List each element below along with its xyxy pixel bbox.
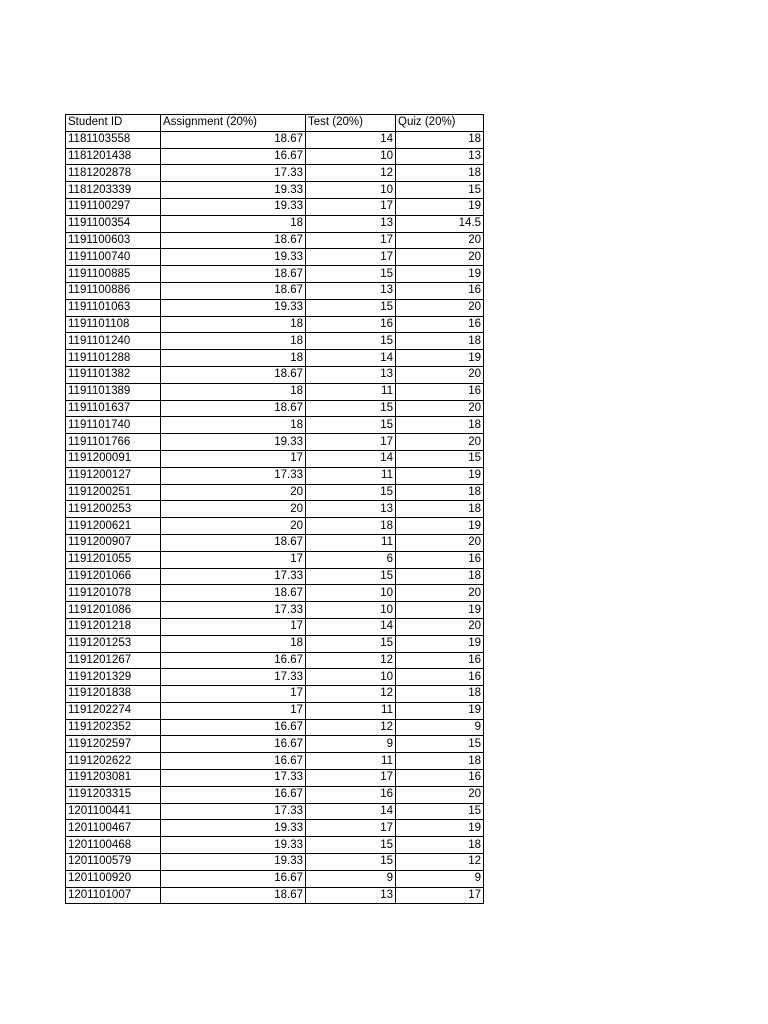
table-row [66, 400, 484, 417]
test-cell: 15 [306, 400, 396, 417]
student-id-cell: 1201100579 [66, 854, 161, 871]
student-id-cell: 1191101288 [66, 350, 161, 367]
assignment-cell: 19.33 [161, 299, 306, 316]
student-id-cell: 1191203081 [66, 770, 161, 787]
table-row [66, 719, 484, 736]
test-cell: 6 [306, 551, 396, 568]
table-row [66, 820, 484, 837]
student-id-cell: 1191200251 [66, 484, 161, 501]
quiz-cell: 16 [396, 551, 484, 568]
test-cell: 10 [306, 585, 396, 602]
student-id-cell: 1191201218 [66, 618, 161, 635]
student-id-cell: 1191201329 [66, 669, 161, 686]
quiz-cell: 16 [396, 316, 484, 333]
assignment-cell: 18 [161, 417, 306, 434]
quiz-cell: 9 [396, 870, 484, 887]
quiz-cell: 16 [396, 770, 484, 787]
student-id-cell: 1191202622 [66, 753, 161, 770]
table-row [66, 434, 484, 451]
quiz-cell: 15 [396, 736, 484, 753]
assignment-cell: 17 [161, 450, 306, 467]
assignment-cell: 18.67 [161, 232, 306, 249]
test-cell: 15 [306, 635, 396, 652]
quiz-cell: 19 [396, 350, 484, 367]
assignment-cell: 18.67 [161, 534, 306, 551]
quiz-cell: 13 [396, 148, 484, 165]
test-cell: 16 [306, 786, 396, 803]
assignment-cell: 16.67 [161, 719, 306, 736]
assignment-cell: 19.33 [161, 837, 306, 854]
student-id-cell: 1191201267 [66, 652, 161, 669]
student-id-cell: 1191200253 [66, 501, 161, 518]
test-cell: 14 [306, 131, 396, 148]
test-cell: 15 [306, 854, 396, 871]
table-row [66, 534, 484, 551]
table-row [66, 568, 484, 585]
quiz-cell: 18 [396, 686, 484, 703]
quiz-cell: 18 [396, 333, 484, 350]
assignment-cell: 18.67 [161, 366, 306, 383]
test-cell: 15 [306, 417, 396, 434]
assignment-cell: 19.33 [161, 249, 306, 266]
quiz-cell: 9 [396, 719, 484, 736]
test-cell: 17 [306, 770, 396, 787]
student-id-cell: 1191101637 [66, 400, 161, 417]
header-student-id: Student ID [66, 115, 161, 132]
quiz-cell: 20 [396, 299, 484, 316]
student-id-cell: 1191203315 [66, 786, 161, 803]
header-assignment: Assignment (20%) [161, 115, 306, 132]
test-cell: 11 [306, 753, 396, 770]
student-id-cell: 1191100603 [66, 232, 161, 249]
student-id-cell: 1181202878 [66, 165, 161, 182]
table-row [66, 366, 484, 383]
table-row [66, 870, 484, 887]
student-id-cell: 1191100885 [66, 266, 161, 283]
table-row [66, 215, 484, 232]
assignment-cell: 16.67 [161, 736, 306, 753]
table-row [66, 501, 484, 518]
table-row [66, 887, 484, 904]
assignment-cell: 18 [161, 316, 306, 333]
student-id-cell: 1191201055 [66, 551, 161, 568]
assignment-cell: 18 [161, 333, 306, 350]
quiz-cell: 19 [396, 702, 484, 719]
quiz-cell: 14.5 [396, 215, 484, 232]
assignment-cell: 17.33 [161, 669, 306, 686]
student-id-cell: 1181203339 [66, 182, 161, 199]
assignment-cell: 19.33 [161, 854, 306, 871]
assignment-cell: 16.67 [161, 652, 306, 669]
test-cell: 14 [306, 618, 396, 635]
assignment-cell: 18.67 [161, 887, 306, 904]
table-row [66, 602, 484, 619]
table-row [66, 686, 484, 703]
assignment-cell: 17 [161, 702, 306, 719]
table-row [66, 232, 484, 249]
student-id-cell: 1201100920 [66, 870, 161, 887]
student-id-cell: 1201101007 [66, 887, 161, 904]
assignment-cell: 17.33 [161, 803, 306, 820]
student-id-cell: 1191101240 [66, 333, 161, 350]
student-id-cell: 1191202274 [66, 702, 161, 719]
table-row [66, 635, 484, 652]
table-row [66, 383, 484, 400]
table-row [66, 702, 484, 719]
test-cell: 15 [306, 299, 396, 316]
test-cell: 12 [306, 719, 396, 736]
test-cell: 16 [306, 316, 396, 333]
quiz-cell: 18 [396, 837, 484, 854]
table-row [66, 333, 484, 350]
test-cell: 13 [306, 366, 396, 383]
student-id-cell: 1191101740 [66, 417, 161, 434]
table-row [66, 467, 484, 484]
table-row [66, 803, 484, 820]
student-id-cell: 1191202597 [66, 736, 161, 753]
assignment-cell: 18 [161, 383, 306, 400]
test-cell: 17 [306, 820, 396, 837]
quiz-cell: 20 [396, 232, 484, 249]
test-cell: 15 [306, 266, 396, 283]
quiz-cell: 18 [396, 131, 484, 148]
student-id-cell: 1191200091 [66, 450, 161, 467]
table-row [66, 417, 484, 434]
assignment-cell: 17 [161, 686, 306, 703]
table-row [66, 585, 484, 602]
header-row [66, 115, 484, 132]
quiz-cell: 17 [396, 887, 484, 904]
quiz-cell: 16 [396, 669, 484, 686]
assignment-cell: 18 [161, 215, 306, 232]
assignment-cell: 20 [161, 501, 306, 518]
test-cell: 15 [306, 484, 396, 501]
quiz-cell: 15 [396, 803, 484, 820]
quiz-cell: 20 [396, 366, 484, 383]
quiz-cell: 18 [396, 165, 484, 182]
quiz-cell: 15 [396, 450, 484, 467]
assignment-cell: 18.67 [161, 282, 306, 299]
test-cell: 10 [306, 148, 396, 165]
test-cell: 10 [306, 182, 396, 199]
student-id-cell: 1191101063 [66, 299, 161, 316]
header-quiz: Quiz (20%) [396, 115, 484, 132]
student-id-cell: 1191200621 [66, 518, 161, 535]
table-row [66, 266, 484, 283]
test-cell: 17 [306, 198, 396, 215]
table-row [66, 148, 484, 165]
table-row [66, 165, 484, 182]
quiz-cell: 19 [396, 266, 484, 283]
test-cell: 14 [306, 450, 396, 467]
assignment-cell: 16.67 [161, 148, 306, 165]
table-row [66, 770, 484, 787]
assignment-cell: 18.67 [161, 131, 306, 148]
quiz-cell: 16 [396, 282, 484, 299]
quiz-cell: 19 [396, 602, 484, 619]
assignment-cell: 18.67 [161, 266, 306, 283]
table-row [66, 249, 484, 266]
test-cell: 10 [306, 669, 396, 686]
table-row [66, 450, 484, 467]
test-cell: 12 [306, 652, 396, 669]
table-row [66, 837, 484, 854]
student-id-cell: 1191100886 [66, 282, 161, 299]
quiz-cell: 15 [396, 182, 484, 199]
assignment-cell: 18.67 [161, 400, 306, 417]
table-row [66, 182, 484, 199]
quiz-cell: 18 [396, 501, 484, 518]
assignment-cell: 19.33 [161, 820, 306, 837]
assignment-cell: 18 [161, 350, 306, 367]
table-row [66, 854, 484, 871]
test-cell: 11 [306, 534, 396, 551]
quiz-cell: 19 [396, 518, 484, 535]
quiz-cell: 18 [396, 417, 484, 434]
assignment-cell: 19.33 [161, 198, 306, 215]
assignment-cell: 17 [161, 618, 306, 635]
test-cell: 11 [306, 467, 396, 484]
student-id-cell: 1201100468 [66, 837, 161, 854]
quiz-cell: 20 [396, 585, 484, 602]
test-cell: 13 [306, 501, 396, 518]
test-cell: 17 [306, 249, 396, 266]
test-cell: 11 [306, 383, 396, 400]
student-id-cell: 1191200907 [66, 534, 161, 551]
test-cell: 12 [306, 686, 396, 703]
quiz-cell: 19 [396, 820, 484, 837]
table-body [66, 131, 484, 904]
assignment-cell: 17.33 [161, 602, 306, 619]
test-cell: 15 [306, 837, 396, 854]
assignment-cell: 16.67 [161, 786, 306, 803]
student-id-cell: 1191201078 [66, 585, 161, 602]
header-test: Test (20%) [306, 115, 396, 132]
student-id-cell: 1191100354 [66, 215, 161, 232]
test-cell: 17 [306, 434, 396, 451]
quiz-cell: 18 [396, 484, 484, 501]
test-cell: 15 [306, 333, 396, 350]
assignment-cell: 19.33 [161, 434, 306, 451]
table-row [66, 299, 484, 316]
table-row [66, 316, 484, 333]
table-row [66, 786, 484, 803]
student-id-cell: 1191101766 [66, 434, 161, 451]
student-id-cell: 1181103558 [66, 131, 161, 148]
table-row [66, 131, 484, 148]
test-cell: 9 [306, 870, 396, 887]
quiz-cell: 19 [396, 635, 484, 652]
test-cell: 14 [306, 803, 396, 820]
quiz-cell: 20 [396, 249, 484, 266]
test-cell: 13 [306, 887, 396, 904]
student-id-cell: 1181201438 [66, 148, 161, 165]
quiz-cell: 20 [396, 434, 484, 451]
assignment-cell: 17 [161, 551, 306, 568]
test-cell: 13 [306, 282, 396, 299]
test-cell: 10 [306, 602, 396, 619]
assignment-cell: 16.67 [161, 870, 306, 887]
student-id-cell: 1201100467 [66, 820, 161, 837]
student-id-cell: 1191201086 [66, 602, 161, 619]
table-row [66, 518, 484, 535]
test-cell: 13 [306, 215, 396, 232]
table-row [66, 669, 484, 686]
student-id-cell: 1201100441 [66, 803, 161, 820]
quiz-cell: 18 [396, 568, 484, 585]
assignment-cell: 16.67 [161, 753, 306, 770]
test-cell: 11 [306, 702, 396, 719]
student-id-cell: 1191201066 [66, 568, 161, 585]
assignment-cell: 18 [161, 635, 306, 652]
table-row [66, 198, 484, 215]
quiz-cell: 19 [396, 467, 484, 484]
assignment-cell: 18.67 [161, 585, 306, 602]
quiz-cell: 19 [396, 198, 484, 215]
quiz-cell: 18 [396, 753, 484, 770]
assignment-cell: 17.33 [161, 770, 306, 787]
assignment-cell: 20 [161, 484, 306, 501]
student-id-cell: 1191100740 [66, 249, 161, 266]
test-cell: 9 [306, 736, 396, 753]
test-cell: 14 [306, 350, 396, 367]
table-row [66, 753, 484, 770]
assignment-cell: 19.33 [161, 182, 306, 199]
student-id-cell: 1191101389 [66, 383, 161, 400]
quiz-cell: 20 [396, 400, 484, 417]
student-id-cell: 1191101382 [66, 366, 161, 383]
table-row [66, 652, 484, 669]
quiz-cell: 16 [396, 652, 484, 669]
student-id-cell: 1191101108 [66, 316, 161, 333]
quiz-cell: 20 [396, 618, 484, 635]
quiz-cell: 20 [396, 786, 484, 803]
assignment-cell: 17.33 [161, 165, 306, 182]
student-id-cell: 1191200127 [66, 467, 161, 484]
student-id-cell: 1191100297 [66, 198, 161, 215]
assignment-cell: 17.33 [161, 467, 306, 484]
quiz-cell: 16 [396, 383, 484, 400]
test-cell: 17 [306, 232, 396, 249]
student-id-cell: 1191202352 [66, 719, 161, 736]
table-row [66, 551, 484, 568]
student-id-cell: 1191201253 [66, 635, 161, 652]
table-row [66, 282, 484, 299]
assignment-cell: 17.33 [161, 568, 306, 585]
assignment-cell: 20 [161, 518, 306, 535]
grades-table [65, 114, 484, 904]
test-cell: 12 [306, 165, 396, 182]
test-cell: 18 [306, 518, 396, 535]
table-row [66, 618, 484, 635]
student-id-cell: 1191201838 [66, 686, 161, 703]
quiz-cell: 12 [396, 854, 484, 871]
quiz-cell: 20 [396, 534, 484, 551]
table-row [66, 736, 484, 753]
table-row [66, 350, 484, 367]
table-row [66, 484, 484, 501]
test-cell: 15 [306, 568, 396, 585]
